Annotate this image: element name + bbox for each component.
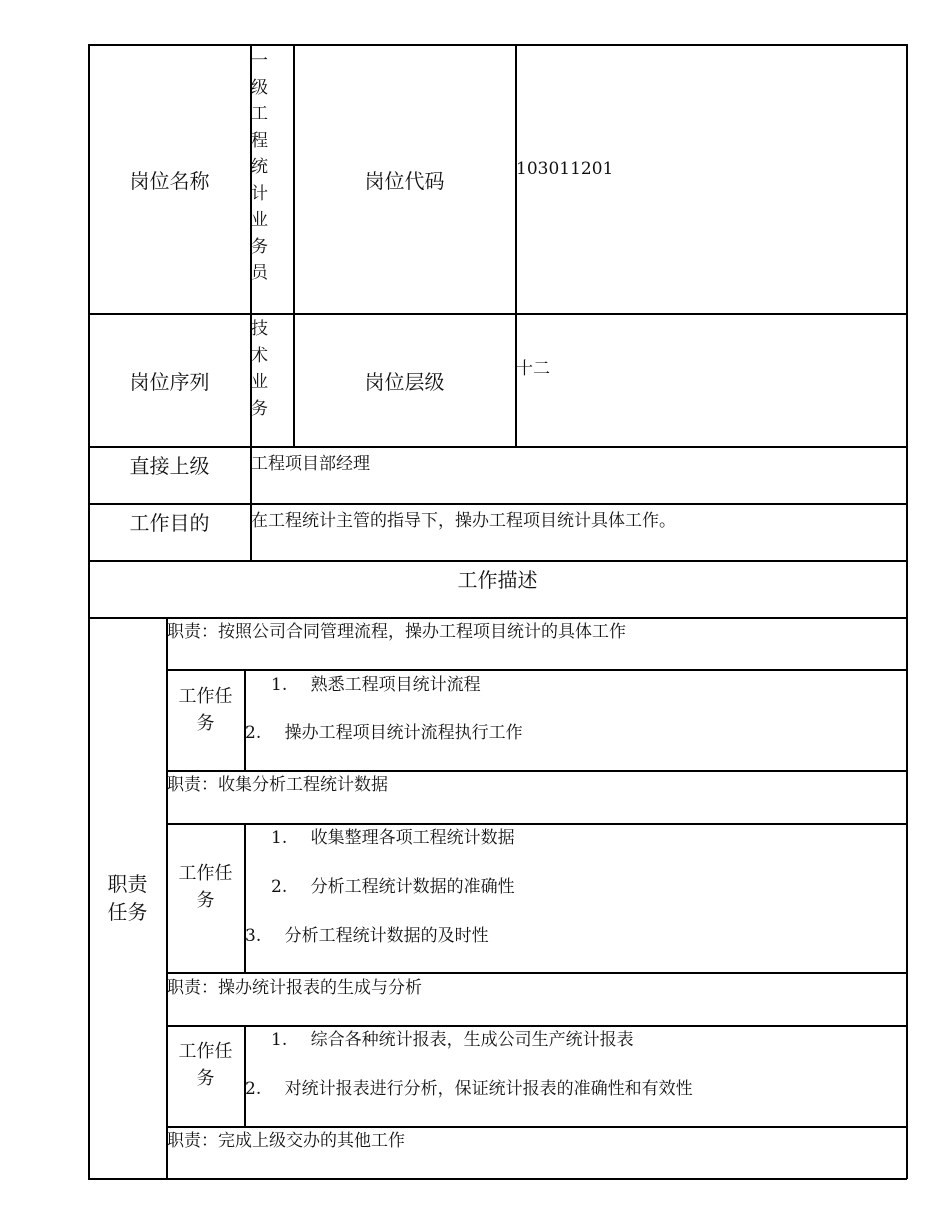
duty-text: 职责：收集分析工程统计数据 xyxy=(167,775,388,795)
task-label xyxy=(167,1038,244,1092)
duty-text: 职责：完成上级交办的其他工作 xyxy=(167,1131,405,1151)
task-number: 1. xyxy=(271,828,288,848)
position-code-label: 岗位代码 xyxy=(364,168,445,193)
position-name-label: 岗位名称 xyxy=(129,168,210,193)
border-line xyxy=(244,1025,246,1127)
purpose-value: 在工程统计主管的指导下，操办工程项目统计具体工作。 xyxy=(251,511,676,531)
border-line xyxy=(244,823,246,973)
task-text: 熟悉工程项目统计流程 xyxy=(310,675,481,695)
level-value: 十二 xyxy=(516,359,550,379)
supervisor-label: 直接上级 xyxy=(129,453,210,478)
border-line xyxy=(88,1178,907,1180)
side-label-line: 任务 xyxy=(107,900,148,924)
task-item xyxy=(245,1078,693,1100)
task-text: 综合各种统计报表，生成公司生产统计报表 xyxy=(310,1030,634,1050)
task-number: 1. xyxy=(271,675,288,695)
task-item xyxy=(271,1029,634,1051)
task-label xyxy=(167,860,244,914)
task-text: 对统计报表进行分析，保证统计报表的准确性和有效性 xyxy=(284,1079,693,1099)
border-line xyxy=(166,823,907,825)
task-item xyxy=(271,876,515,898)
task-number: 2. xyxy=(245,1079,262,1099)
duty-text: 职责：操办统计报表的生成与分析 xyxy=(167,978,422,998)
sequence-label: 岗位序列 xyxy=(129,369,210,394)
border-line xyxy=(166,1126,907,1128)
task-label-line: 工作任 xyxy=(178,863,233,884)
border-line xyxy=(906,44,908,1179)
duties-side-label xyxy=(89,618,166,1178)
task-number: 1. xyxy=(271,1030,288,1050)
border-line xyxy=(166,1025,907,1027)
task-number: 2. xyxy=(245,723,262,743)
task-text: 收集整理各项工程统计数据 xyxy=(310,828,515,848)
task-text: 操办工程项目统计流程执行工作 xyxy=(284,723,523,743)
task-number: 2. xyxy=(271,877,288,897)
border-line xyxy=(166,770,907,772)
border-line xyxy=(515,44,517,446)
task-text: 分析工程统计数据的准确性 xyxy=(310,877,515,897)
task-label-line: 工作任 xyxy=(178,686,233,707)
task-item xyxy=(271,827,515,849)
duty-text: 职责：按照公司合同管理流程，操办工程项目统计的具体工作 xyxy=(167,622,626,642)
task-item xyxy=(245,722,523,744)
section-title: 工作描述 xyxy=(457,567,538,592)
border-line xyxy=(166,972,907,974)
task-label-line: 工作任 xyxy=(178,1041,233,1062)
task-item xyxy=(245,925,489,947)
border-line xyxy=(166,669,907,671)
task-item xyxy=(271,674,481,696)
position-name-value: 一级工程统计业务员 xyxy=(251,51,268,283)
sequence-value: 技术业务 xyxy=(251,319,268,419)
position-code-value: 103011201 xyxy=(516,159,614,179)
border-line xyxy=(88,617,907,619)
task-label-line: 务 xyxy=(196,890,215,911)
level-label: 岗位层级 xyxy=(364,369,445,394)
side-label-line: 职责 xyxy=(107,872,148,896)
task-text: 分析工程统计数据的及时性 xyxy=(284,926,489,946)
task-number: 3. xyxy=(245,926,262,946)
border-line xyxy=(244,669,246,771)
task-label xyxy=(167,683,244,737)
purpose-label: 工作目的 xyxy=(129,510,210,535)
task-label-line: 务 xyxy=(196,713,215,734)
task-label-line: 务 xyxy=(196,1068,215,1089)
supervisor-value: 工程项目部经理 xyxy=(251,454,370,474)
